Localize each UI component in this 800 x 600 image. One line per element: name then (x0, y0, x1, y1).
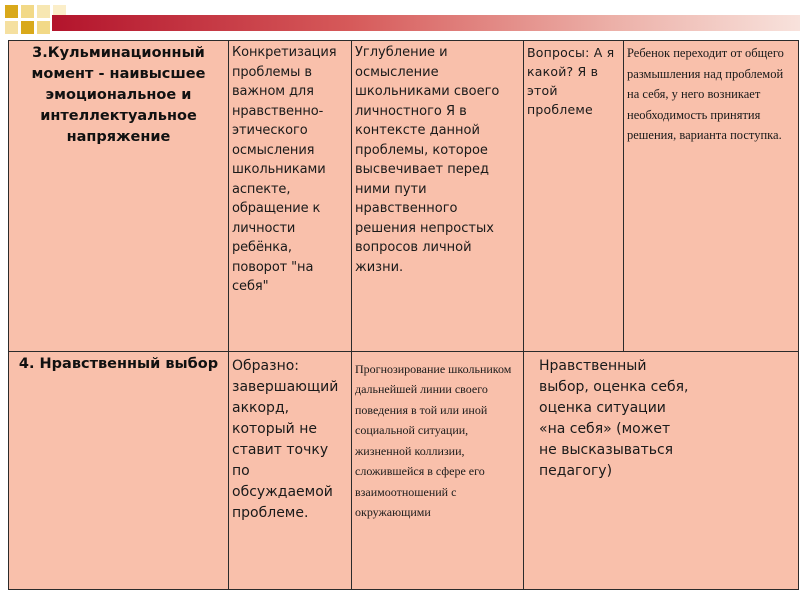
decor-square (37, 21, 50, 34)
questions-text: Вопросы: А я какой? Я в этой проблеме (527, 45, 615, 117)
content-cell (229, 41, 352, 352)
result-cell (524, 351, 799, 589)
goal-cell (352, 41, 524, 352)
result-text: Нравственный выбор, оценка себя, оценка ситуации «на себя» (может не высказываться педагогу) (539, 357, 689, 479)
result-text: Ребенок переходит от общего размышления над проблемой на себя, у него возникает необходимость принятия решения, варианта поступка. (627, 46, 784, 142)
content-cell (229, 351, 352, 589)
stage-cell (9, 41, 229, 352)
table-row (9, 351, 799, 589)
table-row (9, 41, 799, 352)
header-bar (52, 15, 800, 31)
goal-cell (352, 351, 524, 589)
lesson-stages-table (8, 40, 799, 590)
decor-square (5, 21, 18, 34)
goal-text: Прогнозирование школьником дальнейшей линии своего поведения в той или иной социальной ситуации, жизненной коллизии, сложившейся в сфере его взаимоотношений с окружающими (355, 361, 512, 520)
stage-title: 4. Нравственный выбор (18, 355, 219, 372)
decor-square (21, 21, 34, 34)
decor-square (21, 5, 34, 18)
content-text: Образно: завершающий аккорд, который не ставит точку по обсуждаемой проблеме. (232, 357, 339, 521)
stage-title: 3.Кульминационный момент - наивысшее эмоциональное и интеллектуальное напряжение (31, 45, 206, 145)
questions-cell (524, 41, 624, 352)
content-text: Конкретизация проблемы в важном для нравственно-этического осмысления школьниками аспекте, обращение к личности ребёнка, поворот "на себя" (232, 45, 337, 294)
decor-square (37, 5, 50, 18)
goal-text: Углубление и осмысление школьниками своего личностного Я в контексте данной проблемы, которое высвечивает перед ними пути нравственного решения непростых вопросов личной жизни. (355, 45, 500, 275)
stage-cell (9, 351, 229, 589)
decor-square (5, 5, 18, 18)
result-cell (624, 41, 799, 352)
